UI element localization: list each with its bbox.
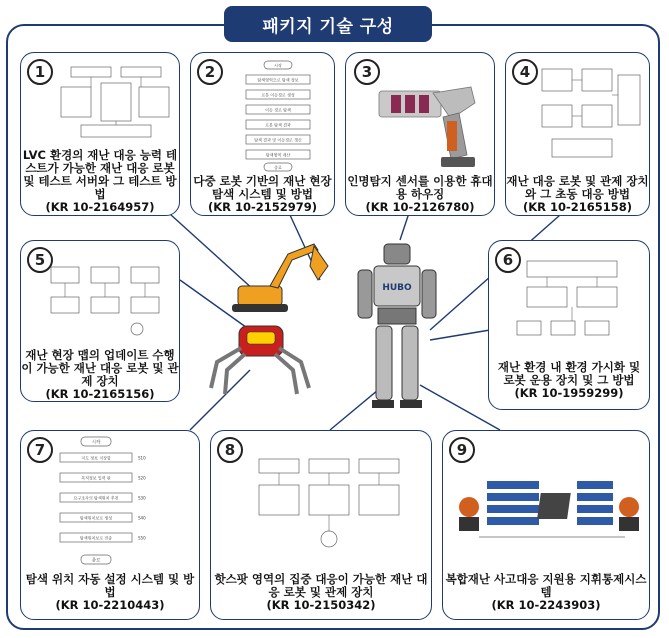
card-5-caption bbox=[21, 349, 179, 401]
card-4-caption bbox=[506, 175, 649, 214]
card-6-diagram bbox=[517, 257, 627, 347]
card-9-number: 9 bbox=[449, 437, 475, 463]
flow2-box-label: 로봇 이동경로 생성 bbox=[261, 92, 295, 98]
card-3 bbox=[345, 52, 495, 216]
card-2-number: 2 bbox=[197, 59, 223, 85]
flow7-step-label: S20 bbox=[138, 475, 146, 481]
robot-excavator bbox=[218, 236, 338, 316]
flow7-box-label: 요구조자의 탐색위치 추천 bbox=[73, 495, 119, 501]
robot-humanoid bbox=[350, 238, 445, 418]
card-6-caption bbox=[489, 361, 649, 400]
flow7-step-label: S10 bbox=[138, 455, 146, 461]
card-5 bbox=[20, 240, 180, 402]
card-1-patent: (KR 10-2164957) bbox=[45, 200, 155, 214]
flow7-start: 시작 bbox=[91, 440, 101, 446]
card-4-diagram bbox=[542, 65, 642, 165]
flow7-step-label: S40 bbox=[138, 515, 146, 521]
card-8-number: 8 bbox=[217, 437, 243, 463]
flow2-start: 시작 bbox=[274, 63, 282, 68]
robot-label: HUBO bbox=[382, 283, 412, 293]
card-7-number: 7 bbox=[27, 437, 53, 463]
card-3-patent: (KR 10-2126780) bbox=[365, 200, 475, 214]
card-1-number: 1 bbox=[27, 59, 53, 85]
page-title: 패키지 기술 구성 bbox=[224, 6, 432, 42]
card-6-number: 6 bbox=[495, 247, 521, 273]
flow2-end: 종료 bbox=[274, 165, 282, 170]
flow7-step-label: S30 bbox=[138, 495, 146, 501]
flow7-box-label: 탐색위치보로 생성 bbox=[79, 515, 113, 521]
flow7-end: 종료 bbox=[91, 558, 101, 564]
card-1-caption bbox=[21, 149, 179, 214]
card-9-patent: (KR 10-2243903) bbox=[491, 598, 601, 612]
flow2-box-label: 이동 경로 탐색 bbox=[265, 107, 291, 113]
card-4 bbox=[505, 52, 650, 216]
card-8-caption bbox=[211, 573, 431, 612]
flow7-step-label: S50 bbox=[138, 535, 146, 541]
card-4-title: 재난 대응 로봇 및 관제 장치와 그 초동 대응 방법 bbox=[506, 174, 649, 201]
card-8-patent: (KR 10-2150342) bbox=[266, 598, 376, 612]
card-3-caption bbox=[346, 175, 494, 214]
flow7-box-label: 탐색위치보로 전송 bbox=[79, 535, 113, 541]
card-4-patent: (KR 10-2165158) bbox=[522, 200, 633, 214]
card-6-title: 재난 환경 내 환경 가시화 및 로봇 운용 장치 및 그 방법(KR 10-1959299) bbox=[497, 360, 641, 400]
card-2-caption bbox=[191, 175, 334, 214]
card-7-patent: (KR 10-2210443) bbox=[55, 598, 165, 612]
card-8-diagram bbox=[259, 453, 399, 563]
card-3-title: 인명탐지 센서를 이용한 휴대용 하우징 bbox=[347, 174, 493, 201]
card-5-number: 5 bbox=[27, 247, 53, 273]
card-2-flowchart bbox=[229, 61, 329, 171]
card-1 bbox=[20, 52, 180, 216]
card-1-title: LVC 환경의 재난 대응 능력 테스트가 가능한 재난 대응 로봇 및 테스트 서버와 그 테스트 방법 bbox=[22, 148, 178, 201]
card-2-patent: (KR 10-2152979) bbox=[207, 200, 318, 214]
flow2-box-label: 로봇 탐색 결과 bbox=[265, 122, 291, 128]
card-7-flowchart bbox=[51, 437, 181, 567]
card-8 bbox=[210, 430, 432, 620]
card-1-diagram bbox=[61, 63, 171, 143]
card-6 bbox=[488, 240, 650, 410]
flow7-box-label: 목적정보 입력 판 bbox=[81, 475, 111, 481]
card-3-number: 3 bbox=[354, 59, 380, 85]
flow2-box-label: 탐색 결과 및 이동경로 갱신 bbox=[254, 137, 302, 143]
card-2-title: 다중 로봇 기반의 재난 현장 탐색 시스템 및 방법 bbox=[193, 174, 332, 201]
card-4-number: 4 bbox=[512, 59, 538, 85]
flow2-box-label: 탐색영역 계산 bbox=[265, 152, 291, 158]
card-7-caption bbox=[21, 573, 199, 612]
card-9-caption bbox=[443, 573, 649, 612]
card-5-patent: (KR 10-2165156) bbox=[45, 387, 155, 401]
card-7-title: 탐색 위치 자동 설정 시스템 및 방법 bbox=[25, 572, 195, 599]
card-9-system-image bbox=[455, 477, 641, 557]
card-2 bbox=[190, 52, 335, 216]
card-5-diagram bbox=[51, 257, 171, 337]
card-7 bbox=[20, 430, 200, 620]
card-9 bbox=[442, 430, 650, 620]
flow2-box-label: 탐색영역으로 탐색 정보 bbox=[257, 77, 299, 83]
card-8-title: 핫스팟 영역의 집중 대응이 가능한 재난 대응 로봇 및 관제 장치 bbox=[214, 572, 428, 599]
robot-spider bbox=[205, 318, 320, 398]
card-3-device-image bbox=[371, 73, 481, 173]
card-5-title: 재난 현장 맵의 업데이트 수행이 가능한 재난 대응 로봇 및 관제 장치 bbox=[21, 348, 179, 388]
flow7-box-label: 지도 정보 저장함 bbox=[81, 455, 111, 461]
card-9-title: 복합재난 사고대응 지원용 지휘통제시스템 bbox=[445, 572, 647, 599]
